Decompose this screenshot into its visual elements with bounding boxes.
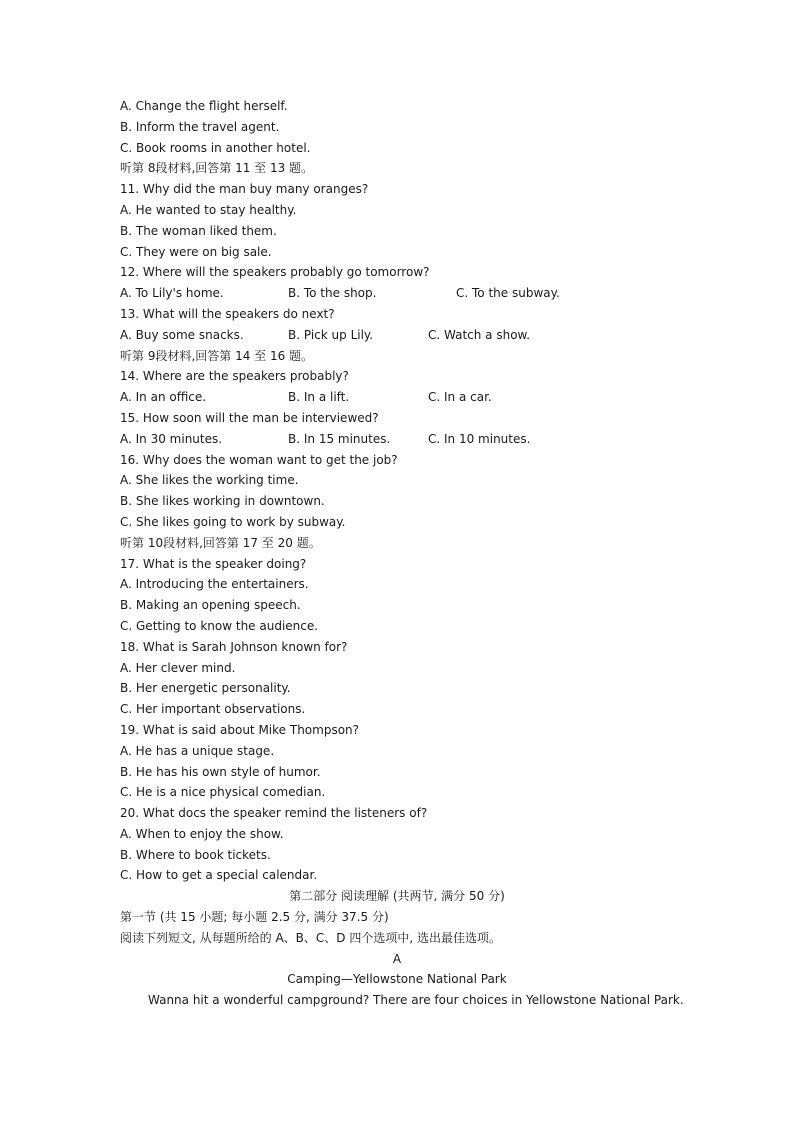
- q19-option-c: C. He is a nice physical comedian.: [120, 785, 326, 800]
- q15-options: [0, 429, 794, 450]
- q16-question: 16. Why does the woman want to get the job?: [120, 452, 398, 467]
- q11-option-c: C. They were on big sale.: [120, 244, 272, 259]
- q20-option-c: C. How to get a special calendar.: [120, 868, 318, 883]
- q12-question: 12. Where will the speakers probably go tomorrow?: [120, 265, 430, 280]
- q10-option-c: C. Book rooms in another hotel.: [120, 140, 311, 155]
- reading-instruction: 阅读下列短文, 从每题所给的 A、B、C、D 四个选项中, 选出最佳选项。: [120, 930, 501, 945]
- q13-options: [0, 325, 794, 346]
- q19-option-a: A. He has a unique stage.: [120, 743, 275, 758]
- section8-instruction: 听第 8段材料,回答第 11 至 13 题。: [120, 161, 314, 176]
- q16-option-b: B. She likes working in downtown.: [120, 494, 325, 509]
- q13-option-a: A. Buy some snacks.: [120, 327, 244, 342]
- q17-option-b: B. Making an opening speech.: [120, 598, 301, 613]
- q11-option-b: B. The woman liked them.: [120, 223, 277, 238]
- q10-option-b: B. Inform the travel agent.: [120, 119, 280, 134]
- exam-page: [0, 96, 794, 1011]
- q17-option-c: C. Getting to know the audience.: [120, 618, 319, 633]
- passage-intro: Wanna hit a wonderful campground? There are four choices in Yellowstone National Park.: [148, 993, 684, 1008]
- q16-option-c: C. She likes going to work by subway.: [120, 514, 346, 529]
- q15-question: 15. How soon will the man be interviewed?: [120, 410, 379, 425]
- passage-title: Camping—Yellowstone National Park: [287, 972, 507, 987]
- q12-option-b: B. To the shop.: [288, 286, 377, 301]
- q11-question: 11. Why did the man buy many oranges?: [120, 182, 369, 197]
- q17-question: 17. What is the speaker doing?: [120, 556, 307, 571]
- q15-option-b: B. In 15 minutes.: [288, 431, 391, 446]
- q13-option-c: C. Watch a show.: [428, 327, 531, 342]
- q16-option-a: A. She likes the working time.: [120, 473, 299, 488]
- q13-question: 13. What will the speakers do next?: [120, 306, 335, 321]
- q12-options: [0, 283, 794, 304]
- q17-option-a: A. Introducing the entertainers.: [120, 577, 309, 592]
- q14-options: [0, 387, 794, 408]
- passage-letter: A: [392, 951, 402, 966]
- section9-instruction: 听第 9段材料,回答第 14 至 16 题。: [120, 348, 314, 363]
- q18-option-a: A. Her clever mind.: [120, 660, 236, 675]
- q18-question: 18. What is Sarah Johnson known for?: [120, 639, 348, 654]
- q10-option-a: A. Change the flight herself.: [120, 99, 288, 113]
- q18-option-b: B. Her energetic personality.: [120, 681, 291, 696]
- q14-option-b: B. In a lift.: [288, 390, 350, 405]
- section10-instruction: 听第 10段材料,回答第 17 至 20 题。: [120, 535, 321, 550]
- q20-option-a: A. When to enjoy the show.: [120, 826, 284, 841]
- q14-option-c: C. In a car.: [428, 390, 492, 405]
- q20-option-b: B. Where to book tickets.: [120, 847, 271, 862]
- q11-option-a: A. He wanted to stay healthy.: [120, 202, 297, 217]
- q12-option-c: C. To the subway.: [456, 286, 560, 301]
- q15-option-a: A. In 30 minutes.: [120, 431, 223, 446]
- part2-title: 第二部分 阅读理解 (共两节, 满分 50 分): [289, 889, 505, 904]
- q18-option-c: C. Her important observations.: [120, 702, 306, 717]
- q13-option-b: B. Pick up Lily.: [288, 327, 374, 342]
- q20-question: 20. What docs the speaker remind the listeners of?: [120, 806, 428, 821]
- q14-option-a: A. In an office.: [120, 390, 207, 405]
- q12-option-a: A. To Lily's home.: [120, 286, 224, 301]
- q19-option-b: B. He has his own style of humor.: [120, 764, 321, 779]
- q15-option-c: C. In 10 minutes.: [428, 431, 531, 446]
- q19-question: 19. What is said about Mike Thompson?: [120, 722, 360, 737]
- q14-question: 14. Where are the speakers probably?: [120, 369, 349, 384]
- section1-title: 第一节 (共 15 小题; 每小题 2.5 分, 满分 37.5 分): [120, 910, 389, 925]
